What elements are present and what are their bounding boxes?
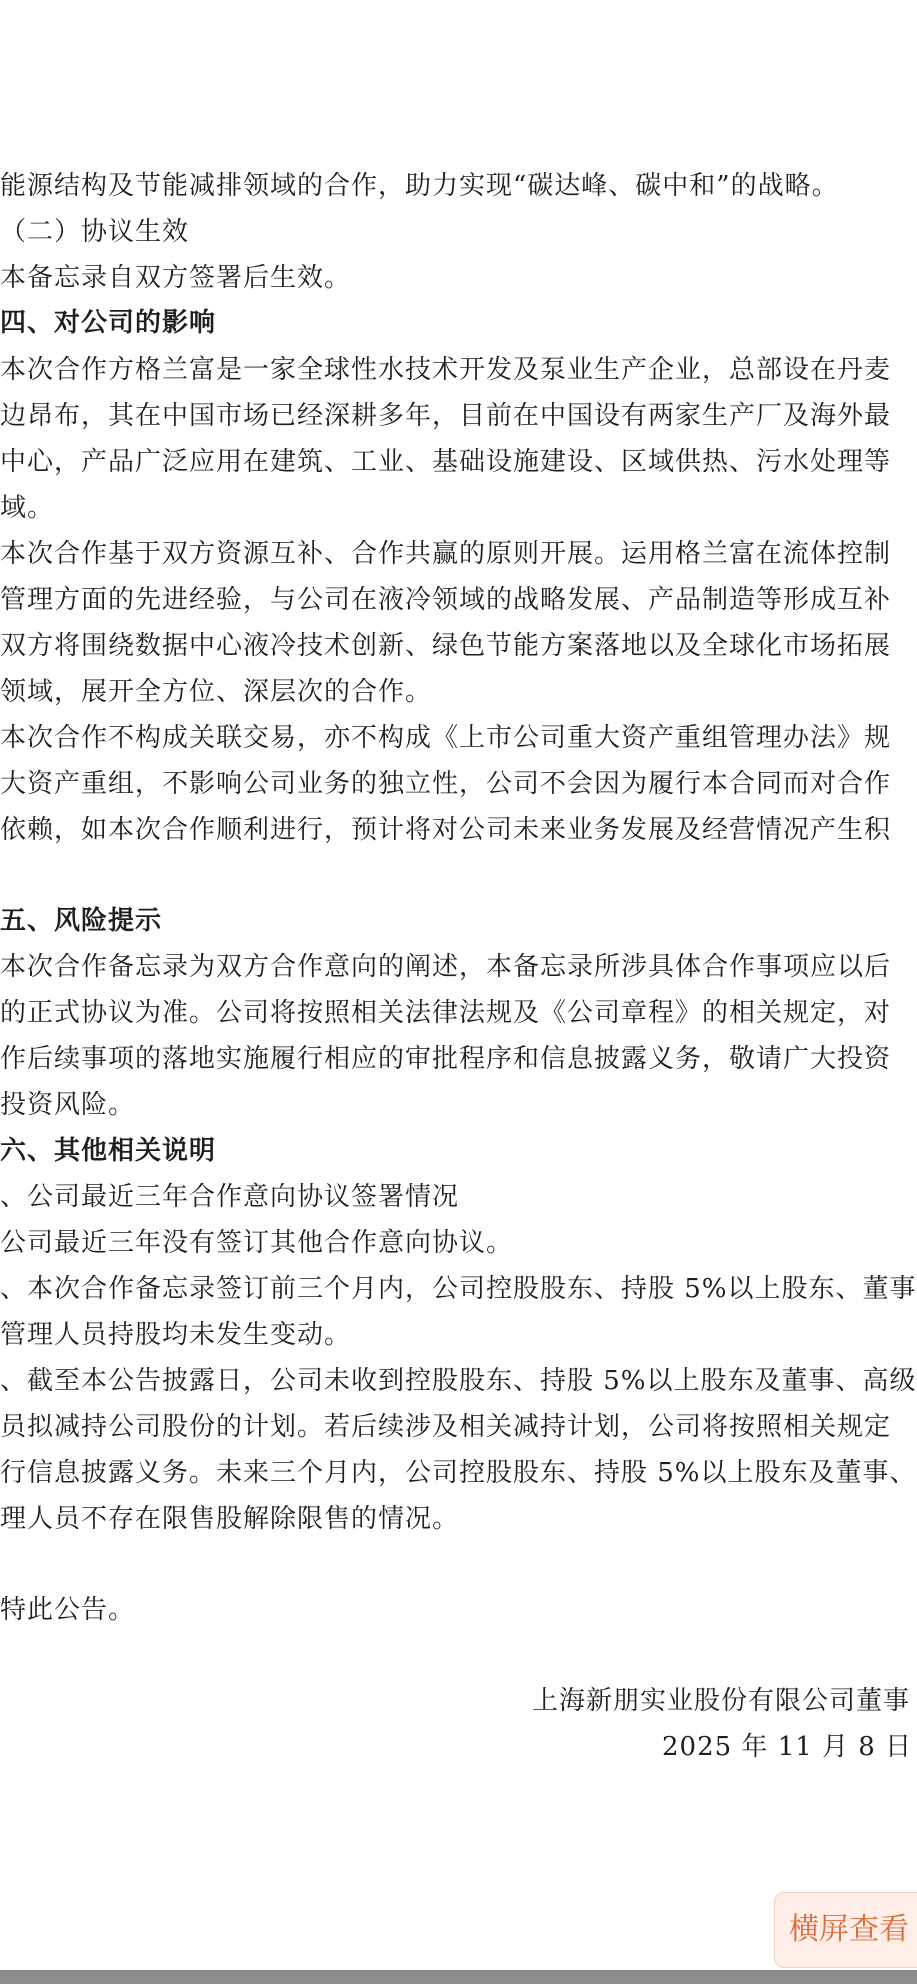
body-text-line: 、公司最近三年合作意向协议签署情况 <box>0 1182 460 1212</box>
body-text-line: 、本次合作备忘录签订前三个月内，公司控股股东、持股 5%以上股东、董事 <box>0 1274 917 1304</box>
body-text-line: 中心，产品广泛应用在建筑、工业、基础设施建设、区域供热、污水处理等 <box>0 447 892 477</box>
section-heading: 五、风险提示 <box>0 906 163 936</box>
signature-company: 上海新朋实业股份有限公司董事 <box>532 1686 911 1716</box>
subsection-heading: （二）协议生效 <box>0 217 190 247</box>
body-text-line: 管理人员持股均未发生变动。 <box>0 1320 352 1350</box>
body-text-line: 员拟减持公司股份的计划。若后续涉及相关减持计划，公司将按照相关规定 <box>0 1412 892 1442</box>
bottom-toolbar-edge <box>0 1970 917 1984</box>
body-text-line: 双方将围绕数据中心液冷技术创新、绿色节能方案落地以及全球化市场拓展 <box>0 631 892 661</box>
body-text-line: 理人员不存在限售股解除限售的情况。 <box>0 1504 460 1534</box>
body-text-line: 的正式协议为准。公司将按照相关法律法规及《公司章程》的相关规定，对 <box>0 998 892 1028</box>
body-text-line: 、截至本公告披露日，公司未收到控股股东、持股 5%以上股东及董事、高级 <box>0 1366 917 1396</box>
body-text-line: 本次合作备忘录为双方合作意向的阐述，本备忘录所涉具体合作事项应以后 <box>0 952 892 982</box>
body-text-line: 本次合作方格兰富是一家全球性水技术开发及泵业生产企业，总部设在丹麦 <box>0 355 892 385</box>
body-text-line: 依赖，如本次合作顺利进行，预计将对公司未来业务发展及经营情况产生积 <box>0 815 892 845</box>
landscape-view-button[interactable]: 横屏查看 <box>774 1892 917 1968</box>
body-text-line: 大资产重组，不影响公司业务的独立性，公司不会因为履行本合同而对合作 <box>0 769 892 799</box>
section-heading: 四、对公司的影响 <box>0 308 217 338</box>
body-text-line: 本次合作不构成关联交易，亦不构成《上市公司重大资产重组管理办法》规 <box>0 723 892 753</box>
closing-text: 特此公告。 <box>0 1595 136 1625</box>
body-text-line: 投资风险。 <box>0 1090 136 1120</box>
body-text-line: 本次合作基于双方资源互补、合作共赢的原则开展。运用格兰富在流体控制 <box>0 539 892 569</box>
body-text-line: 行信息披露义务。未来三个月内，公司控股股东、持股 5%以上股东及董事、 <box>0 1458 917 1488</box>
body-text-line: 域。 <box>0 493 55 523</box>
body-text-line: 本备忘录自双方签署后生效。 <box>0 263 352 293</box>
signature-date: 2025 年 11 月 8 日 <box>662 1732 913 1762</box>
section-heading: 六、其他相关说明 <box>0 1136 217 1166</box>
body-text-line: 边昂布，其在中国市场已经深耕多年，目前在中国设有两家生产厂及海外最 <box>0 401 892 431</box>
body-text-line: 作后续事项的落地实施履行相应的审批程序和信息披露义务，敬请广大投资 <box>0 1044 892 1074</box>
body-text-line: 领域，展开全方位、深层次的合作。 <box>0 677 433 707</box>
body-text-line: 能源结构及节能减排领域的合作，助力实现“碳达峰、碳中和”的战略。 <box>0 171 839 201</box>
body-text-line: 公司最近三年没有签订其他合作意向协议。 <box>0 1228 514 1258</box>
body-text-line: 管理方面的先进经验，与公司在液冷领域的战略发展、产品制造等形成互补 <box>0 585 892 615</box>
